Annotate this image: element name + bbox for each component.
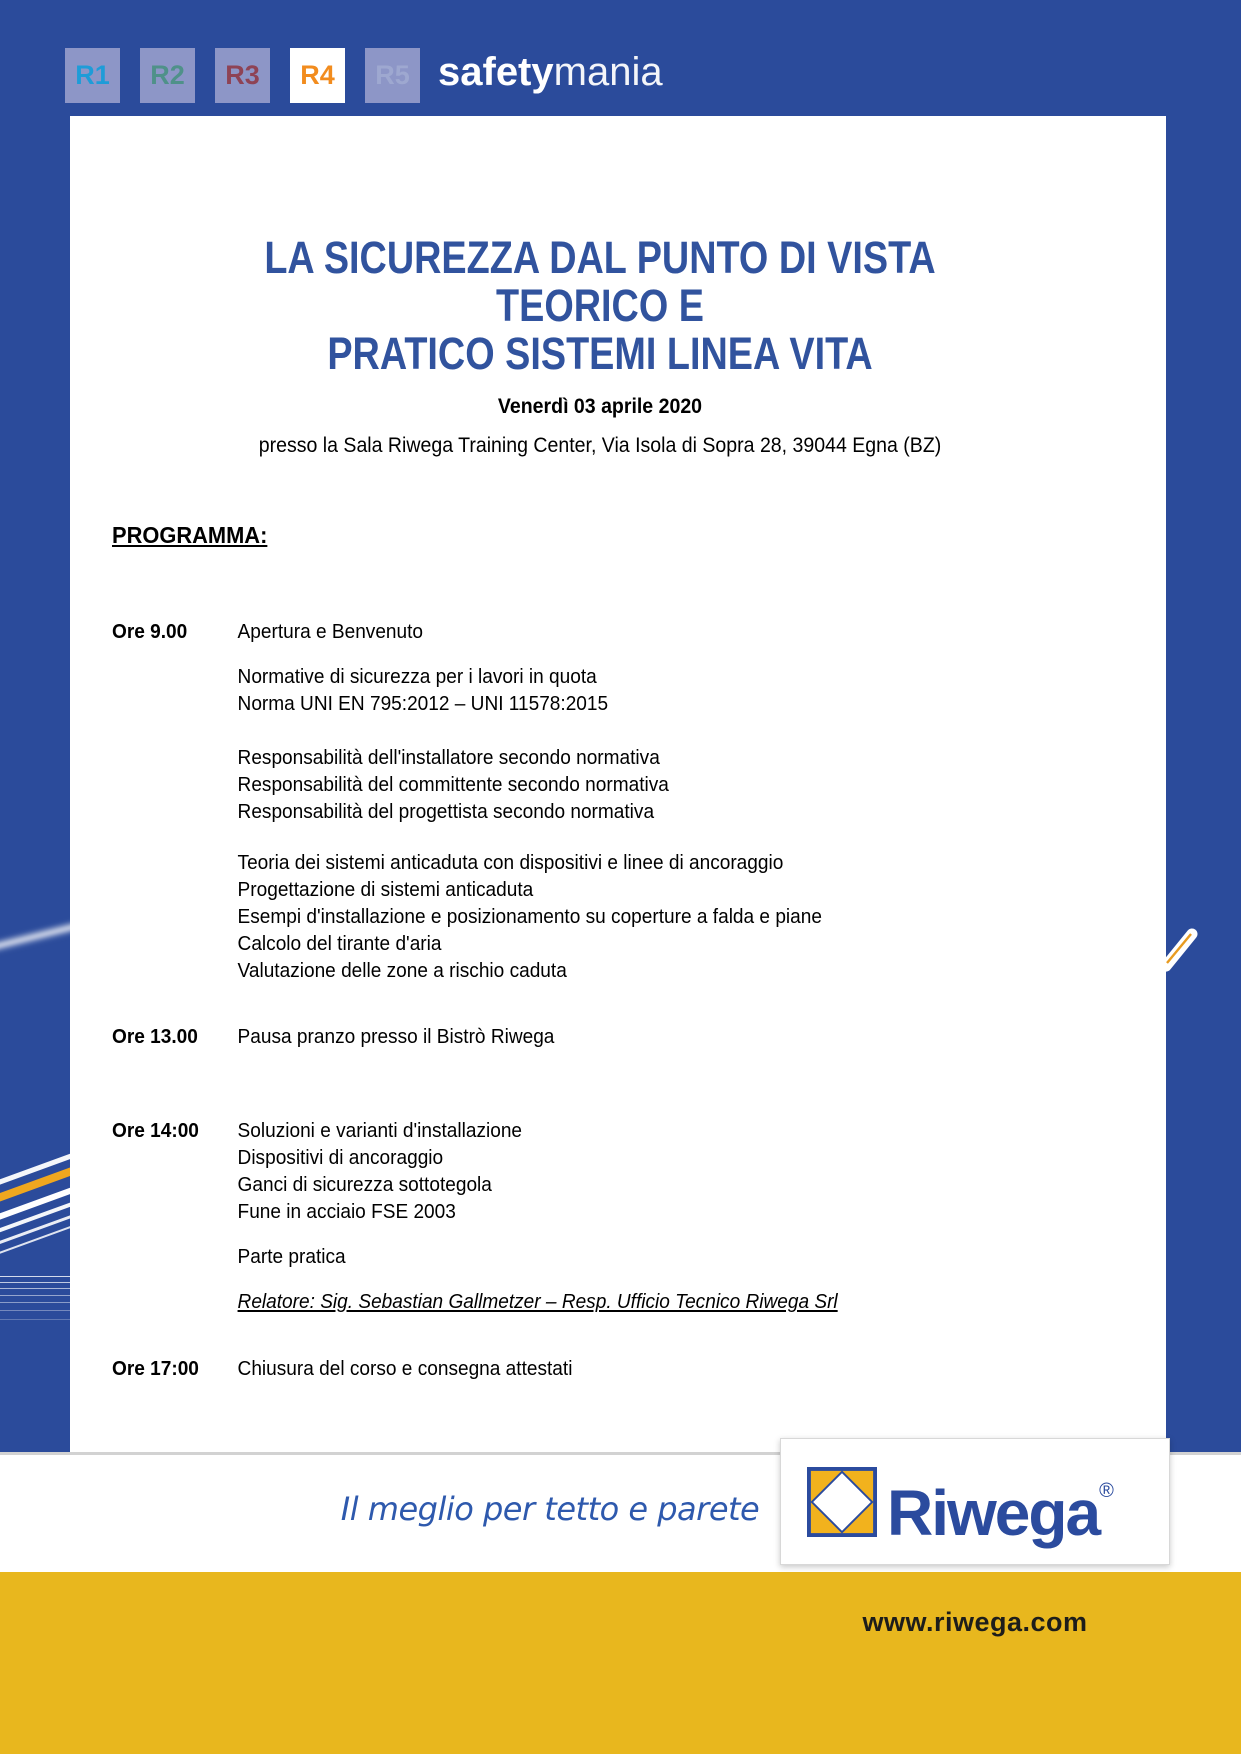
time-label: Ore 9.00	[112, 620, 188, 643]
brand-tab-label: R4	[300, 60, 335, 90]
program-line: Responsabilità dell'installatore secondo normativa	[237, 746, 660, 769]
program-block	[112, 618, 1070, 645]
safetymania-logo	[438, 44, 663, 100]
program-line: Soluzioni e varianti d'installazione	[237, 1119, 523, 1142]
program-line: Normative di sicurezza per i lavori in quota	[237, 665, 597, 688]
hairline-decoration	[0, 1282, 70, 1283]
program-line: Calcolo del tirante d'aria	[237, 932, 442, 955]
brand-tab-r5	[365, 48, 420, 103]
program-block	[112, 663, 1070, 717]
riwega-wordmark: Riwega	[887, 1476, 1100, 1549]
program-line: Progettazione di sistemi anticaduta	[237, 878, 534, 901]
program-line: Responsabilità del committente secondo normativa	[237, 773, 669, 796]
hairline-decoration	[0, 1319, 70, 1320]
hairline-decoration	[0, 1295, 70, 1296]
program-line: Ganci di sicurezza sottotegola	[237, 1173, 492, 1196]
program-line: Norma UNI EN 795:2012 – UNI 11578:2015	[237, 692, 609, 715]
program-line: Chiusura del corso e consegna attestati	[237, 1357, 573, 1380]
program-line: Apertura e Benvenuto	[237, 620, 424, 643]
program-line: Esempi d'installazione e posizionamento su coperture a falda e piane	[237, 905, 822, 928]
swoosh-decoration	[0, 916, 70, 959]
brand-tabs	[65, 48, 420, 103]
brand-tab-label: R3	[225, 60, 260, 90]
riwega-logo-icon	[807, 1467, 877, 1537]
riwega-logo-box	[780, 1438, 1170, 1565]
program-line: Teoria dei sistemi anticaduta con dispositivi e linee di ancoraggio	[237, 851, 784, 874]
program-block	[112, 1117, 1070, 1225]
hairline-decoration	[0, 1310, 70, 1311]
brand-tab-r3	[215, 48, 270, 103]
program-line: Dispositivi di ancoraggio	[237, 1146, 444, 1169]
riwega-logo-text	[887, 1459, 1114, 1549]
program-line: Valutazione delle zone a rischio caduta	[237, 959, 567, 982]
program-block	[112, 849, 1070, 984]
program-line: Responsabilità del progettista secondo normativa	[237, 800, 655, 823]
program-line: Pausa pranzo presso il Bistrò Riwega	[237, 1025, 555, 1048]
program-heading: PROGRAMMA:	[112, 522, 268, 548]
time-label: Ore 13.00	[112, 1025, 198, 1048]
program-line: Fune in acciaio FSE 2003	[237, 1200, 456, 1223]
brand-tab-label: R1	[75, 60, 110, 90]
tagline: Il meglio per tetto e parete	[340, 1490, 760, 1528]
event-title-line2: PRATICO SISTEMI LINEA VITA	[327, 328, 873, 379]
brand-tab-label: R2	[150, 60, 185, 90]
event-date: Venerdì 03 aprile 2020	[497, 395, 703, 418]
website-url[interactable]: www.riwega.com	[862, 1607, 1088, 1637]
footer-yellow-band	[0, 1572, 1241, 1754]
brand-tab-r4-active	[290, 48, 345, 103]
program-block	[112, 1355, 1070, 1382]
registered-mark: ®	[1099, 1479, 1114, 1502]
pencil-icon	[1152, 922, 1206, 976]
brand-tab-label: R5	[375, 60, 410, 90]
program-block	[112, 1023, 1070, 1050]
left-margin-decoration	[0, 116, 70, 1453]
program-block	[112, 1288, 1070, 1315]
hairline-decoration	[0, 1276, 70, 1277]
safetymania-logo-bold: safety	[438, 50, 554, 94]
speaker-line: Relatore: Sig. Sebastian Gallmetzer – Resp. Ufficio Tecnico Riwega Srl	[237, 1290, 838, 1313]
hairline-decoration	[0, 1288, 70, 1289]
safetymania-logo-light: mania	[553, 50, 663, 94]
program-block	[112, 744, 1070, 825]
brand-tab-r2	[140, 48, 195, 103]
time-label: Ore 17:00	[112, 1357, 199, 1380]
hairline-decoration	[0, 1302, 70, 1303]
program-block	[112, 1243, 1070, 1270]
event-location: presso la Sala Riwega Training Center, Via Isola di Sopra 28, 39044 Egna (BZ)	[258, 434, 942, 457]
event-title-line1: LA SICUREZZA DAL PUNTO DI VISTA TEORICO E	[264, 232, 936, 331]
program-line: Parte pratica	[237, 1245, 346, 1268]
event-title	[180, 234, 1020, 378]
time-label: Ore 14:00	[112, 1119, 199, 1142]
brand-tab-r1	[65, 48, 120, 103]
